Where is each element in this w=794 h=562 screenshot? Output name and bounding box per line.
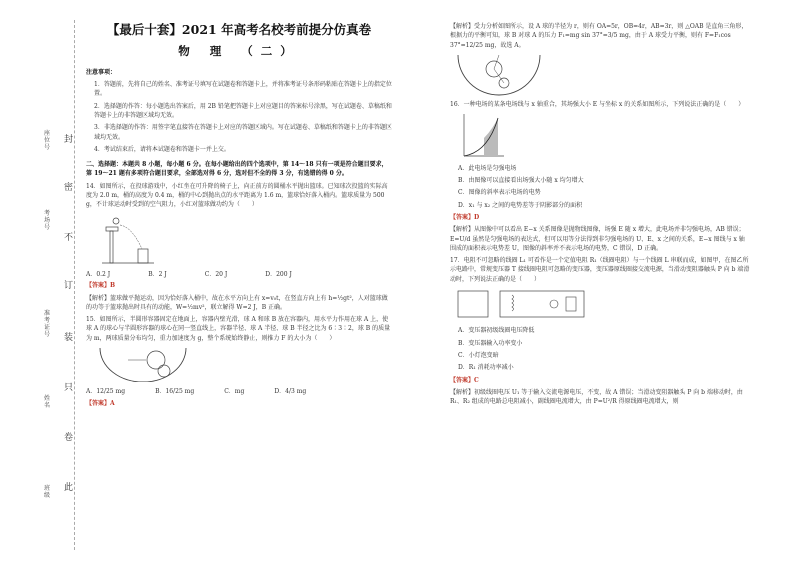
binding-margin: [42, 40, 72, 540]
analysis-15: 【解析】受力分析如图所示，设 A 球的半径为 r，则有 OA=5r，OB=4r，AB=3r，则 △OAB 是直角三角形，根据力的平衡可知，球 B 对球 A 的压力 F₁=mg sin 37°=3/5 mg，由于 A 球受力平衡，则有 F=F₁cos 37°=12/25 mg，故选 A。: [450, 23, 748, 49]
binding-char: 密: [64, 183, 74, 193]
q17-option: A．变压器初级线圈电压降低: [458, 327, 535, 335]
binding-char: 装: [64, 333, 74, 343]
analysis-14: 【解析】篮球做平抛运动，因为恰好落入桶中，故在水平方向上有 x=v₀t，在竖直方向上有 h=½gt²，人对篮球做的功等于篮球抛出时具有的动能，W=½mv²，联立解得 W=2 J，B 正确。: [86, 294, 388, 311]
q17-option: B．变压器输入功率变小: [458, 339, 523, 347]
name-field: 姓名: [44, 395, 51, 409]
answer-value: C: [474, 376, 479, 384]
right-column: [450, 22, 750, 409]
q15-options: [86, 387, 392, 396]
seat-number-field: 座位号: [44, 130, 51, 151]
answer-label: 【答案】: [86, 282, 111, 290]
analysis-16: 【解析】从图像中可以看出 E−x 关系图像是抛物线图像，场强 E 随 x 增大，此电场并非匀强电场，AB 错误；E=U/d 虽然是匀强电场的表达式，但可以用等分法得到非匀强电场的 U、E、x 之间的关系，E−x 图线与 x 轴围成的面积表示电势差 U，图像的斜率并不表示电场的电势，C 错误，D 正确。: [450, 226, 745, 252]
option-a: A．12/25 mg: [86, 388, 126, 396]
note-item: 2．选择题的作答：每小题选出答案后，用 2B 铅笔把答题卡上对应题目的答案标号涂黑，写在试题卷、草稿纸和答题卡上的非答题区域均无效。: [94, 102, 392, 119]
q14-options: [86, 270, 392, 279]
note-item: 3．非选择题的作答：用签字笔直接答在答题卡上对应的答题区域内。写在试题卷、草稿纸和答题卡上的非答题区域均无效。: [94, 124, 392, 141]
q16-option: C．图像的斜率表示电场的电势: [458, 189, 541, 197]
binding-char: 此: [64, 483, 74, 493]
left-column: [86, 22, 392, 411]
question-15: 15．如图所示，半圆形容器固定在地面上，容器内壁光滑，球 A 和球 B 放在容器内，用水平力作用在球 A 上，使球 A 的球心与半圆形容器的球心在同一竖直线上，容器半径、球 A 半径、球 B 半径之比为 6∶3∶2，球 B 的质量为 m，两球质量分布均匀，重力加速度为 g，整个系统始终静止，则推力 F 的大小为（ ）: [86, 316, 391, 342]
q14-figure: [98, 213, 158, 265]
answer-value: A: [110, 399, 115, 407]
page-subtitle: 物 理 （二）: [178, 44, 300, 58]
binding-char: 封: [64, 135, 74, 145]
class-field: 班级: [44, 485, 51, 499]
cut-line: [74, 20, 75, 550]
binding-char: 只: [64, 383, 74, 393]
q17-circuit-figure: [456, 287, 586, 323]
q16-option: A．此电场是匀强电场: [458, 164, 517, 172]
binding-char: 卷: [64, 433, 74, 443]
option-b: B．2 J: [148, 270, 167, 278]
answer-value: B: [110, 282, 116, 290]
binding-char: 不: [64, 233, 74, 243]
answer-label: 【答案】: [450, 376, 475, 384]
page-title: 【最后十套】2021 年高考名校考前提分仿真卷: [106, 22, 372, 37]
answer-label: 【答案】: [86, 399, 111, 407]
q17-option: C．小灯泡变暗: [458, 351, 499, 359]
option-c: C．mg: [224, 388, 245, 396]
notes-heading: 注意事项：: [86, 68, 117, 76]
option-a: A．0.2 J: [86, 270, 111, 278]
question-16: 16．一种电场的某条电场线与 x 轴重合，其场强大小 E 与坐标 x 的关系如图所示，下列说法正确的是（ ）: [450, 101, 745, 109]
option-b: B．16/25 mg: [155, 388, 195, 396]
answer-label: 【答案】: [450, 213, 475, 221]
exam-room-field: 考场号: [44, 210, 51, 231]
binding-char: 订: [64, 281, 74, 291]
answer-value: D: [474, 213, 480, 221]
question-17: 17．电阻不可忽略的线圈 L₁ 可看作是一个定值电阻 R₁（线圈电阻）与一个线圈 L 串联而成，如图甲，在图乙所示电路中，常规变压器 T 接线圈电阻可忽略的变压器，变压器原线圈接交流电源，当滑动变阻器触头 P 向 b 端滑动时，下列说法正确的是（ ）: [450, 257, 750, 283]
admission-number-field: 准考证号: [44, 310, 51, 338]
q15-force-figure: [456, 53, 542, 97]
q15-figure: [98, 346, 188, 382]
option-d: D．4/3 mg: [274, 388, 307, 396]
analysis-17: 【解析】初级线圈电压 U₁ 等于输入交流电源电压，不变，故 A 错误；当滑动变阻器触头 P 向 b 端移动时，由 R₁、R₂ 组成的电路总电阻减小，副线圈电流增大，由 P=U²/R 得原线圈电流增大，则: [450, 388, 743, 406]
q16-option: B．由图像可以直接看出场强大小随 x 均匀增大: [458, 177, 584, 185]
note-item: 1．答题前，先将自己的姓名、准考证号填写在试题卷和答题卡上，并将准考证号条形码粘贴在答题卡上的指定位置。: [94, 81, 392, 98]
option-d: D．200 J: [265, 270, 292, 278]
note-item: 4．考试结束后，请将本试题卷和答题卡一并上交。: [94, 145, 230, 153]
option-c: C．20 J: [204, 270, 228, 278]
section-heading: 二、选择题：本题共 8 小题，每小题 6 分。在每小题给出的四个选项中，第 14～18 只有一项是符合题目要求，第 19～21 题有多项符合题目要求，全部选对得 6 分，选对但不全的得 3 分，有选错的得 0 分。: [86, 161, 388, 178]
q16-option: D．x₁ 与 x₂ 之间的电势差等于阴影部分的面积: [458, 201, 583, 209]
q17-option: D．R₁ 消耗功率减小: [458, 364, 514, 372]
q16-graph: [458, 112, 506, 160]
question-14: 14．如图所示，在投球游戏中，小红坐在可升降的椅子上，向正前方的圆桶水平抛出篮球。已知球次投篮的实际高度为 2.0 m，桶的高度为 0.4 m，桶的中心到抛出点的水平距离为 1.6 m，篮球恰好落入桶内。篮球质量为 500 g，不计球运动时受到的空气阻力，小红对篮球做功约为（ ）: [86, 182, 388, 209]
